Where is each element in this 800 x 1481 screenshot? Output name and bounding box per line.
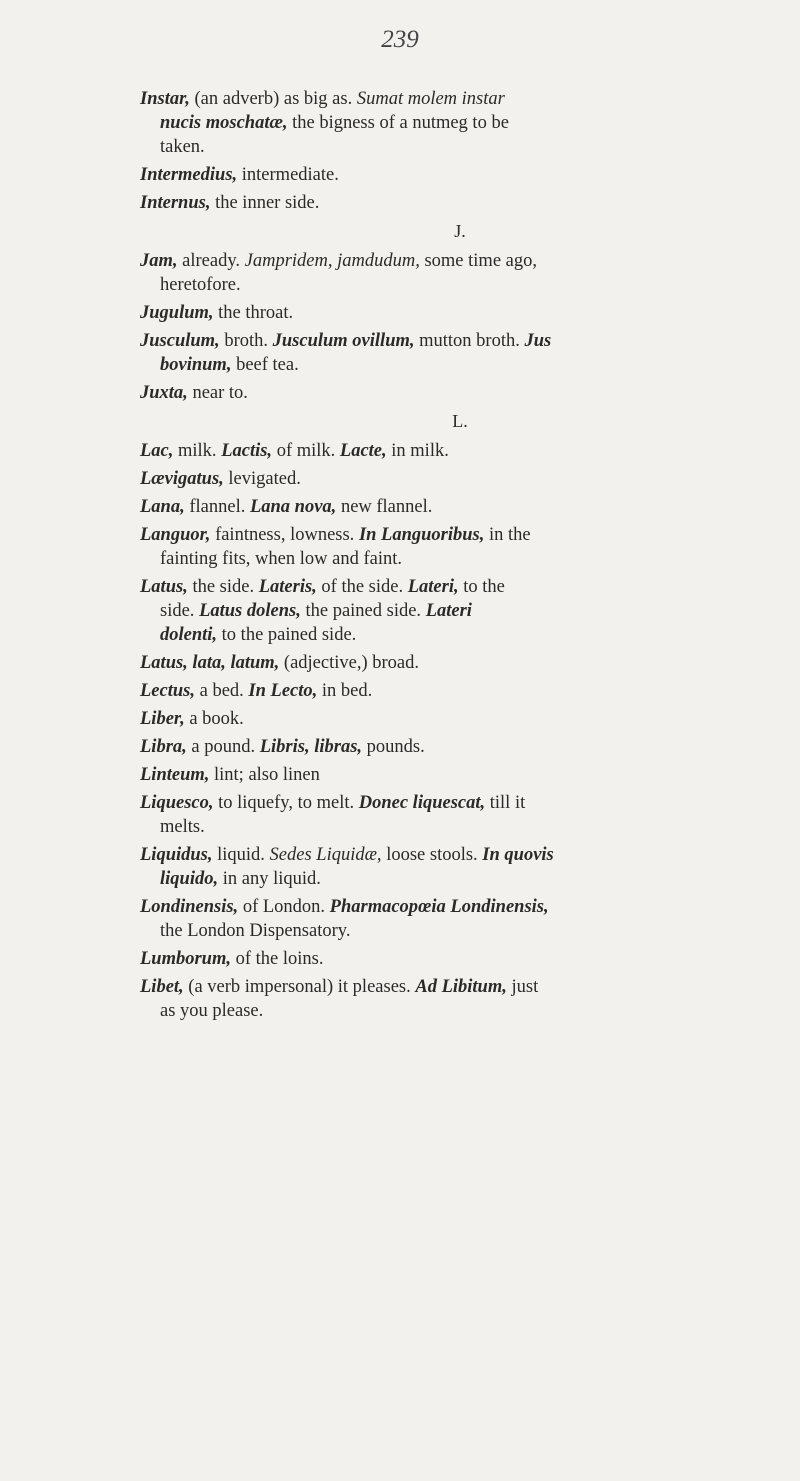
entry-line [140,329,780,353]
entry-line [140,353,780,377]
latin-term: Libet, [140,977,184,997]
definition-text: in milk. [386,441,449,461]
latin-term: Latus, [140,577,188,597]
definition-text: till it [485,793,526,813]
definition-text: lint; also linen [209,765,320,785]
latin-term: Lectus, [140,681,195,701]
entry-line [140,763,780,787]
definition-text: in the [484,525,531,545]
glossary-entry [140,895,780,943]
definition-text: a bed. [194,681,249,701]
latin-term: Liber, [140,709,185,729]
latin-term: Lateri [425,601,472,621]
entry-line [140,301,780,325]
glossary-entry [140,679,780,703]
latin-term: Jugulum, [140,303,214,323]
latin-term: Libris, libras, [259,737,363,757]
glossary-entry [140,495,780,519]
definition-text: liquid. [212,845,270,865]
glossary-entry [140,301,780,325]
definition-text: pounds. [362,737,425,757]
glossary-entry [140,843,780,891]
definition-text: a book. [184,709,244,729]
glossary-entry [140,249,780,297]
glossary-entry [140,975,780,1023]
latin-term: Latus dolens, [199,601,301,621]
latin-term: Instar, [140,89,190,109]
glossary-entry [140,439,780,463]
entry-line [140,919,780,943]
latin-term: bovinum, [160,355,232,375]
entry-line [140,895,780,919]
definition-text: loose stools. [381,845,483,865]
latin-term: Jam, [140,251,178,271]
entry-line [140,523,780,547]
glossary-entry [140,87,780,159]
entry-line [140,815,780,839]
definition-text: in bed. [317,681,373,701]
latin-term: nucis moschatæ, [160,113,288,133]
latin-term: Juxta, [140,383,188,403]
entry-line [140,975,780,999]
definition-text: (an adverb) as big as. [189,89,357,109]
entry-line [140,547,780,571]
latin-term: In Lecto, [248,681,318,701]
definition-text: to liquefy, to melt. [213,793,359,813]
entry-line [140,249,780,273]
definition-text: in any liquid. [218,869,321,889]
entry-line [140,999,780,1023]
entry-line [140,679,780,703]
latin-term: Ad Libitum, [415,977,507,997]
glossary-entry [140,575,780,647]
entry-line [140,651,780,675]
definition-text: fainting fits, when low and faint. [160,549,402,569]
definition-text: as you please. [160,1001,264,1021]
latin-term: In quovis [482,845,554,865]
latin-term: Internus, [140,193,211,213]
definition-text: already. [177,251,245,271]
latin-term: Lævigatus, [140,469,224,489]
definition-text: to the pained side. [217,625,357,645]
definition-text: near to. [187,383,248,403]
latin-phrase: Jampridem, jamdudum, [244,251,420,271]
latin-term: In Languoribus, [358,525,485,545]
definition-text: a pound. [186,737,260,757]
entry-line [140,467,780,491]
definition-text: the throat. [213,303,294,323]
definition-text: of London. [238,897,330,917]
definition-text: heretofore. [160,275,241,295]
latin-term: Libra, [140,737,187,757]
latin-term: Lana, [140,497,185,517]
glossary-body [140,87,780,1027]
glossary-entry [140,791,780,839]
glossary-entry [140,707,780,731]
definition-text: beef tea. [231,355,299,375]
latin-term: Jus [524,331,552,351]
latin-term: Jusculum, [140,331,220,351]
latin-term: Lacte, [339,441,387,461]
definition-text: levigated. [223,469,301,489]
definition-text: of the loins. [230,949,324,969]
latin-term: Linteum, [140,765,210,785]
definition-text: of the side. [316,577,408,597]
glossary-entry [140,523,780,571]
latin-term: dolenti, [160,625,218,645]
entry-line [140,791,780,815]
latin-term: Jusculum ovillum, [272,331,415,351]
section-letter: J. [454,221,466,241]
entry-line [140,599,780,623]
glossary-entry [140,735,780,759]
definition-text: new flannel. [336,497,433,517]
entry-line [140,381,780,405]
entry-line [140,163,780,187]
definition-text: broth. [219,331,273,351]
definition-text: side. [160,601,200,621]
latin-term: Lateris, [258,577,317,597]
entry-line [140,439,780,463]
glossary-entry [140,329,780,377]
entry-line [140,111,780,135]
definition-text: mutton broth. [414,331,525,351]
latin-term: Lumborum, [140,949,231,969]
glossary-entry [140,947,780,971]
latin-term: Pharmacopœia Londinensis, [329,897,549,917]
glossary-entry [140,163,780,187]
definition-text: the side. [187,577,259,597]
latin-term: Languor, [140,525,211,545]
latin-term: Intermedius, [140,165,238,185]
glossary-entry [140,763,780,787]
definition-text: taken. [160,137,205,157]
entry-line [140,843,780,867]
latin-term: Liquidus, [140,845,213,865]
definition-text: intermediate. [237,165,339,185]
glossary-entry [140,651,780,675]
entry-line [140,735,780,759]
glossary-entry [140,467,780,491]
entry-line [140,867,780,891]
entry-line [140,575,780,599]
definition-text: milk. [173,441,222,461]
definition-text: the inner side. [210,193,320,213]
definition-text: of milk. [272,441,340,461]
entry-line [140,135,780,159]
definition-text: (adjective,) broad. [279,653,420,673]
entry-line [140,273,780,297]
section-letter: L. [452,411,468,431]
latin-term: Londinensis, [140,897,239,917]
definition-text: the bigness of a nutmeg to be [287,113,509,133]
glossary-entry [140,191,780,215]
definition-text: just [506,977,539,997]
latin-term: Lac, [140,441,174,461]
entry-line [140,191,780,215]
page-number: 239 [381,26,419,53]
definition-text: melts. [160,817,205,837]
latin-phrase: Sedes Liquidæ, [269,845,382,865]
latin-term: liquido, [160,869,219,889]
entry-line [140,947,780,971]
entry-line [140,87,780,111]
definition-text: (a verb impersonal) it pleases. [183,977,416,997]
definition-text: to the [458,577,505,597]
definition-text: flannel. [184,497,250,517]
latin-term: Lana nova, [249,497,337,517]
entry-line [140,495,780,519]
latin-term: Donec liquescat, [358,793,486,813]
glossary-entry [140,381,780,405]
latin-term: Liquesco, [140,793,214,813]
entry-line [140,707,780,731]
definition-text: the pained side. [300,601,426,621]
definition-text: faintness, lowness. [210,525,359,545]
entry-line [140,623,780,647]
definition-text: the London Dispensatory. [160,921,351,941]
latin-term: Lateri, [407,577,459,597]
definition-text: some time ago, [419,251,537,271]
latin-term: Latus, lata, latum, [140,653,280,673]
latin-term: Lactis, [221,441,273,461]
latin-phrase: Sumat molem instar [356,89,505,109]
